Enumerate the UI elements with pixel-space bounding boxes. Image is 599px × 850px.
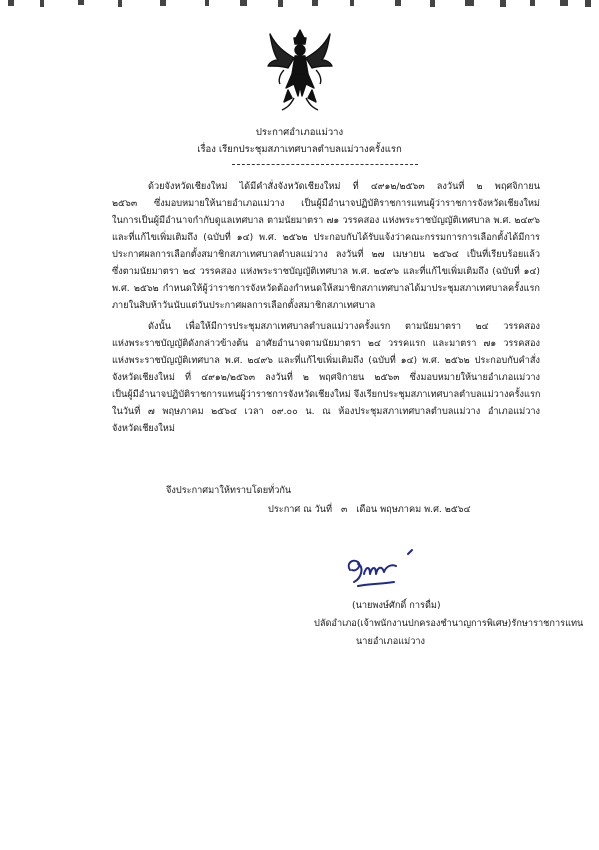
date-day: ๓ <box>341 504 348 515</box>
paragraph-2 <box>112 318 540 437</box>
paragraph-1-line: ในการเป็นผู้มีอำนาจกำกับดูแลเทศบาล ตามนัยมาตรา ๗๑ วรรคสอง แห่งพระราชบัญญัติเทศบาล พ.ศ. ๒๔๙๖ <box>112 215 540 226</box>
paragraph-2-line: จังหวัดเชียงใหม่ ที่ ๔๙๑๒/๒๕๖๓ ลงวันที่ ๒ พฤศจิกายน ๒๕๖๓ ซึ่งมอบหมายให้นายอำเภอแม่วาง <box>112 372 540 383</box>
signatory-position-2: นายอำเภอแม่วาง <box>356 636 425 647</box>
subject-heading: เรื่อง เรียกประชุมสภาเทศบาลตำบลแม่วางครั้งแรก <box>197 144 402 155</box>
paragraph-1-line: ประกาศผลการเลือกตั้งสมาชิกสภาเทศบาลตำบลแม่วาง ลงวันที่ ๒๗ เมษายน ๒๕๖๔ เป็นที่เรียบร้อยแล้ว <box>112 249 540 260</box>
paragraph-1 <box>112 178 540 314</box>
garuda-emblem-icon <box>264 26 336 112</box>
date-line <box>268 503 471 517</box>
handwritten-signature <box>342 548 422 592</box>
paragraph-1-line: ด้วยจังหวัดเชียงใหม่ ได้มีคำสั่งจังหวัดเชียงใหม่ ที่ ๔๙๑๒/๒๕๖๓ ลงวันที่ ๒ พฤศจิกายน <box>148 181 540 192</box>
issuer-heading: ประกาศอำเภอแม่วาง <box>255 127 344 138</box>
paragraph-1-line: พ.ศ. ๒๕๖๒ กำหนดให้ผู้ว่าราชการจังหวัดต้องกำหนดให้สมาชิกสภาเทศบาลได้มาประชุมสภาเทศบาลครั้งแรก <box>112 283 540 294</box>
paragraph-1-line: และที่แก้ไขเพิ่มเติมถึง (ฉบับที่ ๑๔) พ.ศ. ๒๕๖๒ ประกอบกับได้รับแจ้งว่าคณะกรรมการการเลือกตั้งได้มีการ <box>112 232 540 243</box>
paragraph-1-line: ภายในสิบห้าวันนับแต่วันประกาศผลการเลือกตั้งสมาชิกสภาเทศบาล <box>112 300 376 311</box>
paragraph-2-line: แห่งพระราชบัญญัติเทศบาล พ.ศ. ๒๔๙๖ และที่แก้ไขเพิ่มเติมถึง (ฉบับที่ ๑๔) พ.ศ. ๒๕๖๒ ประกอบกับคำสั่ง <box>112 355 540 366</box>
date-prefix: ประกาศ ณ วันที่ <box>268 504 333 515</box>
paragraph-1-line: ๒๕๖๓ ซึ่งมอบหมายให้นายอำเภอแม่วาง เป็นผู้มีอำนาจปฏิบัติราชการแทนผู้ว่าราชการจังหวัดเชียงใหม่ <box>112 198 540 209</box>
paragraph-2-line: เป็นผู้มีอำนาจปฏิบัติราชการแทนผู้ว่าราชการจังหวัดเชียงใหม่ จึงเรียกประชุมสภาเทศบาลตำบลแม่วางครั้งแรก <box>112 389 540 400</box>
signatory-position: ปลัดอำเภอ(เจ้าพนักงานปกครองชำนาญการพิเศษ)รักษาราชการแทน <box>314 618 584 629</box>
paragraph-2-line: ในวันที่ ๗ พฤษภาคม ๒๕๖๔ เวลา ๐๙.๐๐ น. ณ ห้องประชุมสภาเทศบาลตำบลแม่วาง อำเภอแม่วาง <box>112 406 540 417</box>
signatory-name: (นายพงษ์ศักดิ์ การดื่ม) <box>352 600 441 611</box>
header-divider <box>232 164 418 165</box>
announce-line: จึงประกาศมาให้ทราบโดยทั่วกัน <box>166 485 292 496</box>
date-suffix: เดือน พฤษภาคม พ.ศ. ๒๕๖๔ <box>356 504 471 515</box>
paragraph-1-line: ซึ่งตามนัยมาตรา ๒๔ วรรคสอง แห่งพระราชบัญญัติเทศบาล พ.ศ. ๒๔๙๖ และที่แก้ไขเพิ่มเติมถึง (ฉบับที่ ๑๔) <box>112 266 540 277</box>
paragraph-2-line: แห่งพระราชบัญญัติดังกล่าวข้างต้น อาศัยอำนาจตามนัยมาตรา ๒๔ วรรคแรก และมาตรา ๗๑ วรรคสอง <box>112 338 540 349</box>
scan-edge-marks <box>0 0 599 14</box>
paragraph-2-line: จังหวัดเชียงใหม่ <box>112 423 175 434</box>
paragraph-2-line: ดังนั้น เพื่อให้มีการประชุมสภาเทศบาลตำบลแม่วางครั้งแรก ตามนัยมาตรา ๒๔ วรรคสอง <box>148 321 540 332</box>
